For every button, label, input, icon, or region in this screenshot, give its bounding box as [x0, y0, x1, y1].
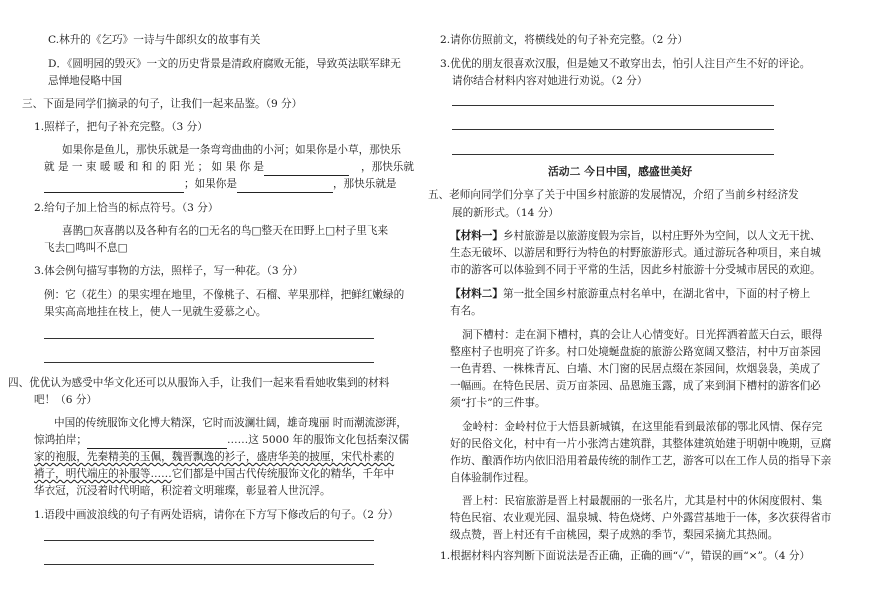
right-question-2: 2.请你仿照前文，将横线处的句子补充完整。（2 分）: [440, 34, 688, 46]
q1-line3: [44, 176, 397, 193]
q1-line3-end: ，那快乐就是: [332, 178, 397, 190]
village-1-line2: 整座村子也明亮了许多。村口处境蜒盘旋的旅游公路宽阔又整洁，村中万亩茶园: [450, 346, 821, 358]
q2-line2: 飞去□鸣叫不息□: [44, 242, 128, 254]
passage-line1: 中国的传统服饰文化博大精深，它时而波澜壮阔，雄奇瑰丽 时而潮流澎湃，: [54, 417, 407, 429]
sub-question-1: 1.语段中画波浪线的句子有两处语病，请你在下方写下修改后的句子。（2 分）: [34, 509, 399, 521]
village-3-text: 民宿旅游是晋上村最靓丽的一张名片，尤其是村中的休闲度假村、集: [504, 495, 823, 507]
q1-line2-text: 就 是 一 束 暖 暖 和 和 的 阳 光 ； 如 果 你 是: [44, 161, 265, 173]
passage-line2-start: 惊鸿拍岸；: [34, 434, 87, 446]
answer-line[interactable]: [44, 540, 374, 541]
material-2-line1: [450, 286, 810, 303]
judgement-question: 1.根据材料内容判断下面说法是否正确，正确的画“✓”，错误的画“×”。（4 分）: [440, 550, 811, 562]
material-1-line2: 生态无破坏、以游居和野行为特色的村野旅游形式。通过游玩各种项目，来自城: [450, 247, 821, 259]
answer-line[interactable]: [44, 362, 374, 363]
section-4-line1: 四、优优认为感受中华文化还可以从服饰入手，让我们一起来看看她收集到的材料: [8, 377, 390, 389]
q1-line2-end: ，那快乐就: [361, 161, 414, 173]
material-2-tag: 【材料二】: [450, 288, 503, 300]
village-3-line3: 级点赞，晋上村还有千亩桃园，梨子成熟的季节，梨园采摘尤其热闹。: [450, 529, 779, 541]
q1-line3-mid: ；如果你是: [184, 178, 237, 190]
question-2: 2.给句子加上恰当的标点符号。（3 分）: [34, 202, 219, 214]
village-3-tag: 晋上村：: [462, 495, 505, 507]
passage-line5: 华衣冠，沉浸着时代明暗，积淀着文明璀璨，彰显着人世沉浮。: [34, 485, 331, 497]
passage-line4-wavy: 褙子，明代端庄的补服等……: [34, 468, 172, 480]
material-2-line2: 有名。: [450, 305, 482, 317]
q3-example-line1: 例：它（花生）的果实埋在地里，不像桃子、石榴、苹果那样，把鲜红嫩绿的: [44, 289, 405, 301]
blank-2[interactable]: [44, 180, 184, 193]
village-2-line1: [462, 419, 822, 436]
section-5-line2: 展的新形式。（14 分）: [452, 207, 559, 219]
passage-line2-end: ……这 5000 年的服饰文化包括秦汉儒: [226, 434, 409, 446]
village-1-line5: 须“打卡”的三件事。: [450, 397, 546, 409]
blank-3[interactable]: [237, 180, 333, 193]
q1-line2: [44, 159, 414, 176]
village-1-line1: 洞下槽村：走在洞下槽村，真的会让人心情变好。日光挥洒着蓝天白云，眼得: [462, 329, 823, 341]
answer-line[interactable]: [452, 154, 774, 155]
village-2-text: 金岭村位于大悟县新城镇，在这里能看到最浓郁的鄂北风情、保存完: [504, 421, 823, 433]
village-2-line3: 作坊、酿酒作坊内依旧沿用着最传统的制作工艺，游客可以在工作人员的指导下亲: [450, 455, 832, 467]
material-1-line3: 市的游客可以体验到不同于平常的生活，因此乡村旅游十分受城市居民的欢迎。: [450, 264, 821, 276]
section-4-line2: 吧！（6 分）: [34, 394, 98, 406]
question-3: 3.体会例句描写事物的方法，照样子，写一种花。（3 分）: [34, 265, 304, 277]
blank-4[interactable]: [87, 436, 227, 449]
section-5-line1: 五、老师向同学们分享了关于中国乡村旅游的发展情况，介绍了当前乡村经济发: [428, 189, 799, 201]
option-d-line1: D．《圆明园的毁灭》一文的历史背景是清政府腐败无能，导致英法联军肆无: [48, 58, 401, 70]
material-2-text: 第一批全国乡村旅游重点村名单中，在湖北省中，下面的村子榜上: [502, 288, 811, 300]
village-1-line4: 一幅画。在特色民居、贡万亩茶园、品恩施玉露，成了来到洞下槽村的游客们必: [450, 380, 821, 392]
question-1: 1.照样子，把句子补充完整。（3 分）: [34, 121, 208, 133]
answer-line[interactable]: [44, 338, 374, 339]
village-2-line2: 好的民俗文化，村中有一片小张湾古建筑群，其整体建筑始建于明朝中晚期，豆腐: [450, 438, 832, 450]
material-1-text: 乡村旅游是以旅游度假为宗旨，以村庄野外为空间，以人文无干扰、: [502, 230, 821, 242]
material-1-tag: 【材料一】: [450, 230, 503, 242]
right-question-3-line2: 请你结合材料内容对她进行劝说。（2 分）: [452, 75, 648, 87]
q1-line1: 如果你是鱼儿，那快乐就是一条弯弯曲曲的小河；如果你是小草，那快乐: [62, 144, 401, 156]
section-3-heading: 三、下面是同学们摘录的句子，让我们一起来品鉴。（9 分）: [22, 98, 303, 110]
activity-2-title: 活动二 今日中国，感盛世美好: [548, 165, 693, 178]
answer-line[interactable]: [452, 129, 774, 130]
passage-line3: 家的袍服，先秦精美的玉佩，魏晋飘逸的衫子，盛唐华美的披厘，宋代朴素的: [34, 451, 395, 463]
material-1-line1: [450, 228, 821, 245]
option-d-line2: 忌惮地侵略中国: [48, 75, 123, 87]
blank-1[interactable]: [264, 163, 349, 176]
right-question-3-line1: 3.优优的朋友很喜欢汉服，但是她又不敢穿出去，怕引人注目产生不好的评论。: [440, 58, 811, 70]
passage-line2: [34, 432, 409, 449]
passage-line4: [34, 466, 394, 483]
village-3-line2: 特色民宿、农业观光园、温泉城、特色烧烤、户外露营基地于一体，多次获得省市: [450, 512, 832, 524]
village-1-line3: 一色青碧、一株株青瓦、白墙、木门窗的民居点缀在茶园间，炊烟袅袅，美成了: [450, 363, 821, 375]
village-3-line1: [462, 493, 822, 510]
village-2-line4: 自体验制作过程。: [450, 472, 535, 484]
option-c: C.林升的《乞巧》一诗与牛郎织女的故事有关: [48, 34, 261, 46]
q3-example-line2: 果实高高地挂在枝上，使人一见就生爱慕之心。: [44, 306, 267, 318]
village-2-tag: 金岭村：: [462, 421, 505, 433]
passage-line4-end: 它们都是中国古代传统服饰文化的精华，千年中: [171, 468, 395, 480]
q2-line1: 喜鹊□灰喜鹊以及各种有名的□无名的鸟□整天在田野上□村子里飞来: [62, 225, 389, 237]
answer-line[interactable]: [44, 564, 374, 565]
answer-line[interactable]: [452, 105, 774, 106]
